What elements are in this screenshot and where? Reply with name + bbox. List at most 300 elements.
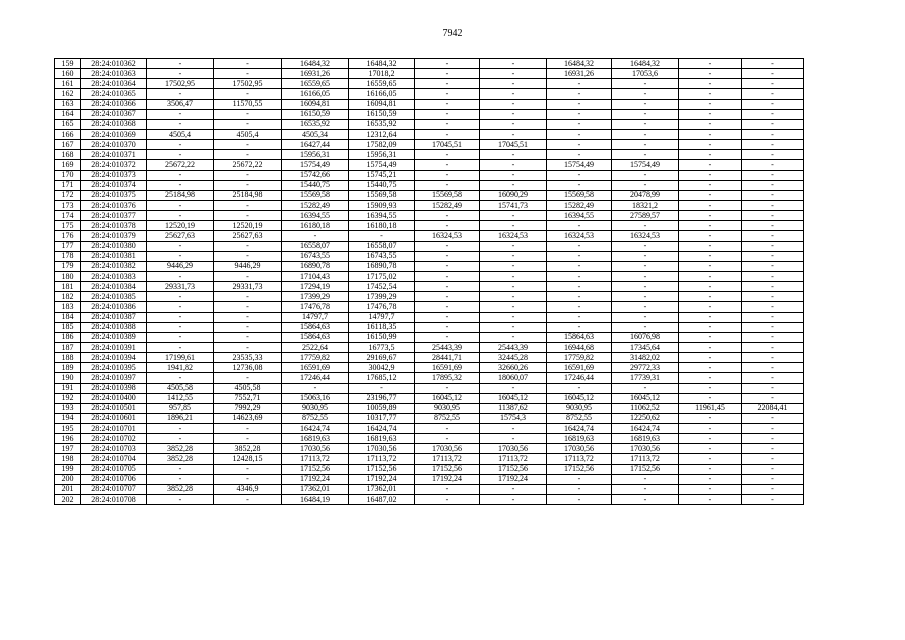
value-cell: 16535,92: [282, 119, 349, 129]
row-number-cell: 167: [55, 140, 81, 150]
value-cell: 16890,78: [282, 261, 349, 271]
value-cell: 17152,56: [349, 464, 415, 474]
table-row: [55, 474, 804, 484]
value-cell: 15956,31: [282, 150, 349, 160]
value-cell: -: [415, 251, 480, 261]
value-cell: 23535,33: [214, 353, 282, 363]
value-cell: 20478,99: [612, 190, 679, 200]
value-cell: -: [679, 444, 742, 454]
cadastral-number-cell: 28:24:010375: [81, 190, 147, 200]
value-cell: 17113,72: [415, 454, 480, 464]
cadastral-number-cell: 28:24:010705: [81, 464, 147, 474]
cadastral-number-cell: 28:24:010501: [81, 403, 147, 413]
value-cell: -: [147, 170, 214, 180]
table-row: [55, 464, 804, 474]
table-row: [55, 140, 804, 150]
value-cell: -: [612, 282, 679, 292]
value-cell: -: [147, 302, 214, 312]
value-cell: 16166,05: [282, 89, 349, 99]
value-cell: 9030,95: [415, 403, 480, 413]
value-cell: -: [147, 59, 214, 69]
value-cell: -: [214, 241, 282, 251]
value-cell: 17030,56: [547, 444, 612, 454]
value-cell: -: [415, 170, 480, 180]
value-cell: 16424,74: [547, 424, 612, 434]
value-cell: -: [742, 444, 804, 454]
row-number-cell: 163: [55, 99, 81, 109]
table-row: [55, 180, 804, 190]
value-cell: 1412,55: [147, 393, 214, 403]
value-cell: -: [742, 251, 804, 261]
value-cell: 22084,41: [742, 403, 804, 413]
value-cell: 17199,61: [147, 353, 214, 363]
value-cell: 2522,64: [282, 342, 349, 352]
value-cell: -: [480, 59, 547, 69]
value-cell: 17192,24: [480, 474, 547, 484]
cadastral-number-cell: 28:24:010370: [81, 140, 147, 150]
value-cell: -: [547, 129, 612, 139]
cadastral-number-cell: 28:24:010366: [81, 99, 147, 109]
value-cell: -: [480, 160, 547, 170]
table-row: [55, 231, 804, 241]
value-cell: -: [742, 363, 804, 373]
value-cell: 17362,01: [349, 484, 415, 494]
row-number-cell: 170: [55, 170, 81, 180]
value-cell: -: [742, 69, 804, 79]
value-cell: -: [612, 312, 679, 322]
value-cell: 957,85: [147, 403, 214, 413]
value-cell: 16819,63: [349, 434, 415, 444]
value-cell: -: [679, 292, 742, 302]
value-cell: 16045,12: [612, 393, 679, 403]
value-cell: 29331,73: [147, 282, 214, 292]
value-cell: -: [415, 484, 480, 494]
cadastral-number-cell: 28:24:010394: [81, 353, 147, 363]
value-cell: -: [480, 484, 547, 494]
value-cell: 29772,33: [612, 363, 679, 373]
value-cell: 16484,19: [282, 495, 349, 505]
cadastral-number-cell: 28:24:010376: [81, 200, 147, 210]
value-cell: 10059,89: [349, 403, 415, 413]
value-cell: -: [147, 140, 214, 150]
value-cell: -: [679, 332, 742, 342]
value-cell: -: [679, 69, 742, 79]
value-cell: 15956,31: [349, 150, 415, 160]
value-cell: 17502,95: [214, 79, 282, 89]
value-cell: 17502,95: [147, 79, 214, 89]
cadastral-number-cell: 28:24:010391: [81, 342, 147, 352]
value-cell: -: [612, 484, 679, 494]
value-cell: 4505,4: [214, 129, 282, 139]
table-row: [55, 393, 804, 403]
value-cell: -: [679, 454, 742, 464]
value-cell: -: [415, 434, 480, 444]
value-cell: -: [742, 413, 804, 423]
value-cell: -: [415, 302, 480, 312]
row-number-cell: 194: [55, 413, 81, 423]
value-cell: 15569,58: [547, 190, 612, 200]
value-cell: 17759,82: [282, 353, 349, 363]
cadastral-number-cell: 28:24:010397: [81, 373, 147, 383]
value-cell: -: [214, 373, 282, 383]
value-cell: -: [214, 434, 282, 444]
value-cell: -: [742, 129, 804, 139]
value-cell: 17192,24: [349, 474, 415, 484]
value-cell: -: [547, 484, 612, 494]
value-cell: -: [415, 332, 480, 342]
row-number-cell: 162: [55, 89, 81, 99]
value-cell: -: [547, 383, 612, 393]
value-cell: 16076,98: [612, 332, 679, 342]
value-cell: 25184,98: [214, 190, 282, 200]
table-row: [55, 383, 804, 393]
value-cell: -: [147, 200, 214, 210]
value-cell: -: [415, 59, 480, 69]
value-cell: -: [214, 140, 282, 150]
value-cell: 15754,3: [480, 413, 547, 423]
row-number-cell: 182: [55, 292, 81, 302]
value-cell: 16743,55: [282, 251, 349, 261]
value-cell: -: [679, 282, 742, 292]
cadastral-number-cell: 28:24:010365: [81, 89, 147, 99]
row-number-cell: 189: [55, 363, 81, 373]
value-cell: 23196,77: [349, 393, 415, 403]
value-cell: 7992,29: [214, 403, 282, 413]
value-cell: 16559,65: [349, 79, 415, 89]
value-cell: 17030,56: [349, 444, 415, 454]
value-cell: -: [147, 474, 214, 484]
row-number-cell: 171: [55, 180, 81, 190]
value-cell: -: [480, 211, 547, 221]
value-cell: 17113,72: [480, 454, 547, 464]
value-cell: -: [214, 312, 282, 322]
value-cell: -: [612, 150, 679, 160]
row-number-cell: 200: [55, 474, 81, 484]
value-cell: -: [147, 241, 214, 251]
value-cell: -: [547, 140, 612, 150]
value-cell: -: [147, 292, 214, 302]
value-cell: -: [679, 474, 742, 484]
value-cell: 16427,44: [282, 140, 349, 150]
value-cell: -: [742, 474, 804, 484]
value-cell: 4505,58: [214, 383, 282, 393]
value-cell: -: [147, 312, 214, 322]
value-cell: 3852,28: [147, 444, 214, 454]
value-cell: 32660,26: [480, 363, 547, 373]
value-cell: 27589,57: [612, 211, 679, 221]
value-cell: -: [415, 261, 480, 271]
value-cell: 9030,95: [547, 403, 612, 413]
value-cell: 16773,5: [349, 342, 415, 352]
value-cell: -: [415, 89, 480, 99]
value-cell: 17053,6: [612, 69, 679, 79]
value-cell: -: [679, 413, 742, 423]
value-cell: -: [742, 89, 804, 99]
value-cell: 16819,63: [282, 434, 349, 444]
value-cell: -: [679, 342, 742, 352]
cadastral-number-cell: 28:24:010702: [81, 434, 147, 444]
value-cell: 8752,55: [282, 413, 349, 423]
value-cell: -: [147, 180, 214, 190]
value-cell: -: [742, 484, 804, 494]
table-row: [55, 221, 804, 231]
value-cell: -: [679, 180, 742, 190]
value-cell: 11062,52: [612, 403, 679, 413]
value-cell: -: [679, 302, 742, 312]
value-cell: -: [679, 424, 742, 434]
value-cell: -: [612, 271, 679, 281]
value-cell: 4346,9: [214, 484, 282, 494]
value-cell: -: [547, 312, 612, 322]
value-cell: -: [679, 99, 742, 109]
value-cell: -: [214, 180, 282, 190]
value-cell: -: [214, 332, 282, 342]
value-cell: -: [679, 140, 742, 150]
value-cell: -: [742, 99, 804, 109]
value-cell: 16819,63: [547, 434, 612, 444]
value-cell: -: [282, 231, 349, 241]
table-row: [55, 322, 804, 332]
value-cell: 25672,22: [214, 160, 282, 170]
value-cell: 25443,39: [415, 342, 480, 352]
value-cell: -: [679, 200, 742, 210]
value-cell: 16045,12: [415, 393, 480, 403]
cadastral-number-cell: 28:24:010395: [81, 363, 147, 373]
row-number-cell: 186: [55, 332, 81, 342]
value-cell: -: [612, 170, 679, 180]
cadastral-number-cell: 28:24:010385: [81, 292, 147, 302]
value-cell: 17152,56: [547, 464, 612, 474]
value-cell: -: [480, 129, 547, 139]
value-cell: -: [742, 383, 804, 393]
value-cell: -: [147, 119, 214, 129]
value-cell: -: [480, 241, 547, 251]
cadastral-number-cell: 28:24:010364: [81, 79, 147, 89]
value-cell: 15282,49: [282, 200, 349, 210]
value-cell: -: [679, 211, 742, 221]
table-row: [55, 312, 804, 322]
value-cell: -: [679, 363, 742, 373]
row-number-cell: 165: [55, 119, 81, 129]
value-cell: 17895,32: [415, 373, 480, 383]
value-cell: -: [214, 170, 282, 180]
row-number-cell: 193: [55, 403, 81, 413]
table-row: [55, 170, 804, 180]
cadastral-number-cell: 28:24:010374: [81, 180, 147, 190]
value-cell: 12428,15: [214, 454, 282, 464]
table-row: [55, 59, 804, 69]
value-cell: 15569,58: [282, 190, 349, 200]
value-cell: -: [147, 271, 214, 281]
value-cell: 16890,78: [349, 261, 415, 271]
row-number-cell: 169: [55, 160, 81, 170]
table-body: [55, 59, 804, 505]
cadastral-number-cell: 28:24:010387: [81, 312, 147, 322]
value-cell: -: [547, 251, 612, 261]
value-cell: -: [679, 89, 742, 99]
value-cell: 12312,64: [349, 129, 415, 139]
value-cell: -: [480, 150, 547, 160]
value-cell: -: [147, 109, 214, 119]
value-cell: 11961,45: [679, 403, 742, 413]
table-row: [55, 282, 804, 292]
value-cell: 18060,07: [480, 373, 547, 383]
value-cell: 16558,07: [282, 241, 349, 251]
value-cell: -: [147, 150, 214, 160]
value-cell: -: [742, 190, 804, 200]
row-number-cell: 195: [55, 424, 81, 434]
value-cell: 17399,29: [349, 292, 415, 302]
value-cell: -: [742, 109, 804, 119]
value-cell: -: [214, 200, 282, 210]
value-cell: 17476,78: [282, 302, 349, 312]
value-cell: 17045,51: [480, 140, 547, 150]
value-cell: -: [742, 424, 804, 434]
cadastral-number-cell: 28:24:010373: [81, 170, 147, 180]
value-cell: -: [547, 89, 612, 99]
value-cell: 9030,95: [282, 403, 349, 413]
row-number-cell: 161: [55, 79, 81, 89]
value-cell: 15440,75: [349, 180, 415, 190]
value-cell: 15742,66: [282, 170, 349, 180]
value-cell: 15864,63: [282, 322, 349, 332]
value-cell: 3852,28: [147, 454, 214, 464]
value-cell: -: [480, 170, 547, 180]
row-number-cell: 201: [55, 484, 81, 494]
value-cell: 15754,49: [612, 160, 679, 170]
row-number-cell: 168: [55, 150, 81, 160]
value-cell: -: [147, 495, 214, 505]
value-cell: -: [147, 322, 214, 332]
row-number-cell: 179: [55, 261, 81, 271]
value-cell: 17476,78: [349, 302, 415, 312]
table-row: [55, 211, 804, 221]
value-cell: -: [480, 271, 547, 281]
value-cell: 15864,63: [547, 332, 612, 342]
value-cell: -: [547, 170, 612, 180]
value-cell: -: [214, 495, 282, 505]
row-number-cell: 185: [55, 322, 81, 332]
table-row: [55, 454, 804, 464]
value-cell: 16535,92: [349, 119, 415, 129]
value-cell: -: [214, 464, 282, 474]
value-cell: 16484,32: [282, 59, 349, 69]
value-cell: -: [742, 261, 804, 271]
value-cell: 18321,2: [612, 200, 679, 210]
row-number-cell: 191: [55, 383, 81, 393]
value-cell: -: [480, 69, 547, 79]
row-number-cell: 187: [55, 342, 81, 352]
value-cell: -: [742, 393, 804, 403]
cadastral-number-cell: 28:24:010378: [81, 221, 147, 231]
value-cell: 17452,54: [349, 282, 415, 292]
value-cell: -: [612, 383, 679, 393]
value-cell: -: [214, 322, 282, 332]
value-cell: 16487,02: [349, 495, 415, 505]
value-cell: -: [415, 160, 480, 170]
value-cell: 17759,82: [547, 353, 612, 363]
value-cell: 15754,49: [282, 160, 349, 170]
value-cell: 16150,59: [349, 109, 415, 119]
value-cell: 17045,51: [415, 140, 480, 150]
value-cell: -: [612, 322, 679, 332]
value-cell: -: [679, 129, 742, 139]
row-number-cell: 192: [55, 393, 81, 403]
value-cell: -: [147, 89, 214, 99]
value-cell: -: [415, 383, 480, 393]
value-cell: -: [147, 373, 214, 383]
value-cell: -: [679, 353, 742, 363]
value-cell: -: [742, 282, 804, 292]
value-cell: -: [415, 211, 480, 221]
value-cell: -: [612, 474, 679, 484]
data-table: [54, 58, 804, 505]
value-cell: -: [547, 271, 612, 281]
value-cell: 11387,62: [480, 403, 547, 413]
row-number-cell: 181: [55, 282, 81, 292]
value-cell: -: [612, 119, 679, 129]
table-row: [55, 332, 804, 342]
value-cell: -: [742, 119, 804, 129]
cadastral-number-cell: 28:24:010382: [81, 261, 147, 271]
value-cell: 17030,56: [282, 444, 349, 454]
value-cell: 16118,35: [349, 322, 415, 332]
value-cell: -: [679, 59, 742, 69]
value-cell: 25627,63: [214, 231, 282, 241]
value-cell: -: [415, 312, 480, 322]
value-cell: 16094,81: [349, 99, 415, 109]
value-cell: 16484,32: [547, 59, 612, 69]
cadastral-number-cell: 28:24:010381: [81, 251, 147, 261]
value-cell: 12250,62: [612, 413, 679, 423]
value-cell: -: [547, 302, 612, 312]
value-cell: -: [415, 150, 480, 160]
row-number-cell: 197: [55, 444, 81, 454]
value-cell: -: [612, 129, 679, 139]
value-cell: 10317,77: [349, 413, 415, 423]
value-cell: -: [147, 251, 214, 261]
value-cell: 17152,56: [612, 464, 679, 474]
value-cell: -: [547, 150, 612, 160]
value-cell: -: [415, 69, 480, 79]
value-cell: -: [214, 150, 282, 160]
value-cell: 16324,53: [480, 231, 547, 241]
value-cell: 16424,74: [349, 424, 415, 434]
value-cell: -: [214, 119, 282, 129]
cadastral-number-cell: 28:24:010389: [81, 332, 147, 342]
table-row: [55, 403, 804, 413]
table-row: [55, 200, 804, 210]
value-cell: 11570,55: [214, 99, 282, 109]
row-number-cell: 202: [55, 495, 81, 505]
value-cell: -: [214, 59, 282, 69]
value-cell: -: [612, 89, 679, 99]
value-cell: -: [679, 495, 742, 505]
value-cell: -: [480, 180, 547, 190]
value-cell: -: [415, 241, 480, 251]
value-cell: 32445,28: [480, 353, 547, 363]
cadastral-number-cell: 28:24:010708: [81, 495, 147, 505]
value-cell: -: [679, 261, 742, 271]
cadastral-number-cell: 28:24:010362: [81, 59, 147, 69]
value-cell: -: [547, 109, 612, 119]
value-cell: -: [612, 495, 679, 505]
value-cell: -: [147, 342, 214, 352]
value-cell: -: [349, 231, 415, 241]
row-number-cell: 173: [55, 200, 81, 210]
value-cell: 16166,05: [349, 89, 415, 99]
value-cell: 15909,93: [349, 200, 415, 210]
